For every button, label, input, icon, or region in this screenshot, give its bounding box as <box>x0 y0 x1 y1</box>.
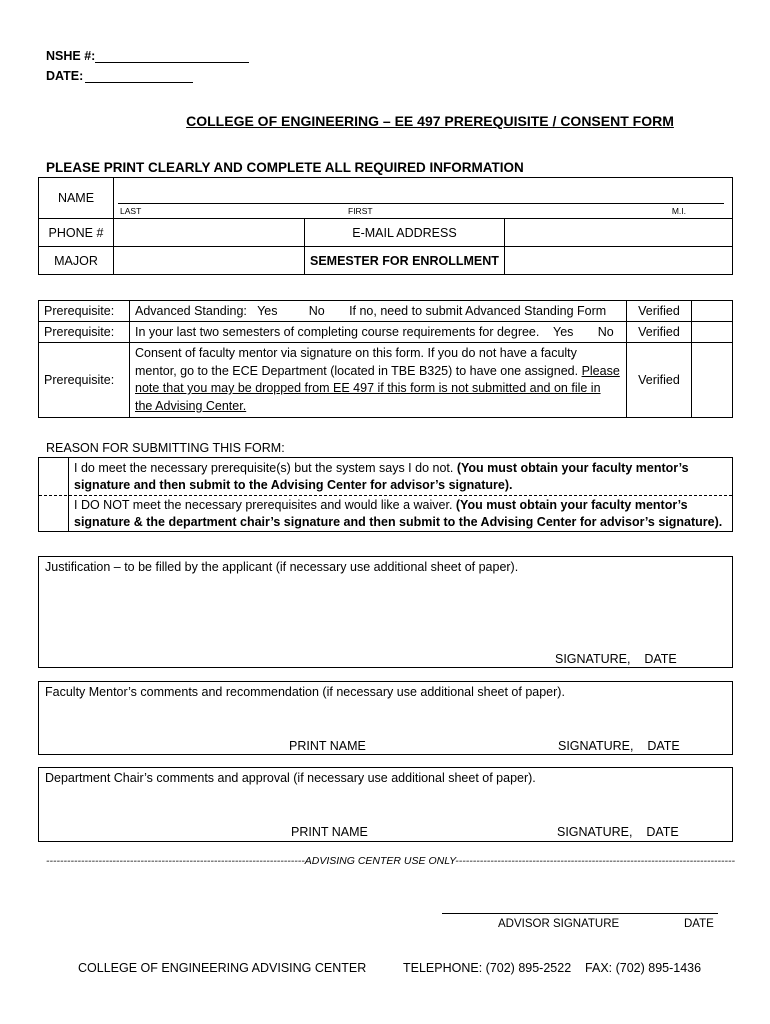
advanced-no-option[interactable]: No <box>308 304 325 318</box>
verified-box[interactable] <box>692 301 733 322</box>
mentor-label: Faculty Mentor’s comments and recommendation (if necessary use additional sheet of paper). <box>45 685 565 699</box>
advising-center-divider: --------------------------------------------------------------------------ADVISING CENTER USE ONLY-------------------------------------------------------------------------------- <box>46 855 736 867</box>
reason-option-2: I DO NOT meet the necessary prerequisites and would like a waiver. (You must obtain your faculty mentor’s signature & the department chair’s signature and then submit to the Advising Center for advisor’s signature). <box>74 498 723 529</box>
prerequisite-table <box>38 300 733 418</box>
chair-print-name-label: PRINT NAME <box>291 825 368 839</box>
student-info-table <box>38 177 733 275</box>
first-sublabel: FIRST <box>348 206 373 216</box>
justification-signature-label: SIGNATURE, DATE <box>555 652 677 666</box>
justification-box[interactable] <box>38 556 733 668</box>
major-label: MAJOR <box>39 247 114 275</box>
justification-label: Justification – to be filled by the applicant (if necessary use additional sheet of paper). <box>45 560 519 574</box>
mentor-print-name-label: PRINT NAME <box>289 739 366 753</box>
reason-option-1: I do meet the necessary prerequisite(s) but the system says I do not. (You must obtain your faculty mentor’s signature and then submit to the Advising Center for advisor’s signature). <box>74 461 689 492</box>
prereq-mentor-consent: Consent of faculty mentor via signature on this form. If you do not have a faculty mentor, go to the ECE Department (located in TBE B325) to have one assigned. Please note that you may be dropped from EE 497 if this form is not submitted and on file in the Advising Center. <box>130 343 627 418</box>
reason-box <box>38 457 733 532</box>
footer-contact: TELEPHONE: (702) 895-2522 FAX: (702) 895-1436 <box>403 961 702 975</box>
prereq-advanced-standing: Advanced Standing: Yes No If no, need to submit Advanced Standing Form <box>130 301 627 322</box>
semesters-yes-option[interactable]: Yes <box>553 325 574 339</box>
nshe-field[interactable] <box>95 62 249 63</box>
last-sublabel: LAST <box>120 206 142 216</box>
email-label: E-MAIL ADDRESS <box>305 219 505 247</box>
advisor-date-label: DATE <box>684 918 714 930</box>
prereq-label: Prerequisite: <box>39 322 130 343</box>
chair-signature-label: SIGNATURE, DATE <box>557 825 679 839</box>
prereq-label: Prerequisite: <box>39 343 130 418</box>
advanced-yes-option[interactable]: Yes <box>257 304 278 318</box>
advisor-signature-line[interactable] <box>442 913 718 914</box>
semesters-no-option[interactable]: No <box>597 325 614 339</box>
reason-option-2-checkbox[interactable] <box>39 496 68 531</box>
verified-label: Verified <box>627 301 692 322</box>
phone-label: PHONE # <box>39 219 114 247</box>
verified-box[interactable] <box>692 322 733 343</box>
reason-heading: REASON FOR SUBMITTING THIS FORM: <box>46 441 285 455</box>
name-field[interactable] <box>114 178 733 219</box>
instruction: PLEASE PRINT CLEARLY AND COMPLETE ALL REQUIRED INFORMATION <box>46 160 524 175</box>
verified-box[interactable] <box>692 343 733 418</box>
prereq-label: Prerequisite: <box>39 301 130 322</box>
prereq-last-semesters: In your last two semesters of completing course requirements for degree. Yes No <box>130 322 627 343</box>
phone-field[interactable] <box>114 219 305 247</box>
advising-center-label: ADVISING CENTER USE ONLY <box>304 855 456 867</box>
advisor-signature-label: ADVISOR SIGNATURE <box>498 918 620 930</box>
date-label: DATE: <box>46 69 84 83</box>
email-field[interactable] <box>504 219 732 247</box>
major-field[interactable] <box>114 247 305 275</box>
verified-label: Verified <box>627 322 692 343</box>
date-field[interactable] <box>85 82 193 83</box>
mentor-box[interactable] <box>38 681 733 755</box>
nshe-label: NSHE #: <box>46 49 96 63</box>
chair-box[interactable] <box>38 767 733 842</box>
verified-label: Verified <box>627 343 692 418</box>
semester-field[interactable] <box>504 247 732 275</box>
footer-advising-center: COLLEGE OF ENGINEERING ADVISING CENTER <box>78 961 367 975</box>
mentor-signature-label: SIGNATURE, DATE <box>558 739 680 753</box>
mi-sublabel: M.I. <box>671 206 686 216</box>
name-label: NAME <box>39 178 114 219</box>
semester-label: SEMESTER FOR ENROLLMENT <box>305 247 505 275</box>
form-title: COLLEGE OF ENGINEERING – EE 497 PREREQUISITE / CONSENT FORM <box>186 113 674 129</box>
chair-label: Department Chair’s comments and approval (if necessary use additional sheet of paper). <box>45 771 536 785</box>
reason-option-1-checkbox[interactable] <box>39 458 68 495</box>
